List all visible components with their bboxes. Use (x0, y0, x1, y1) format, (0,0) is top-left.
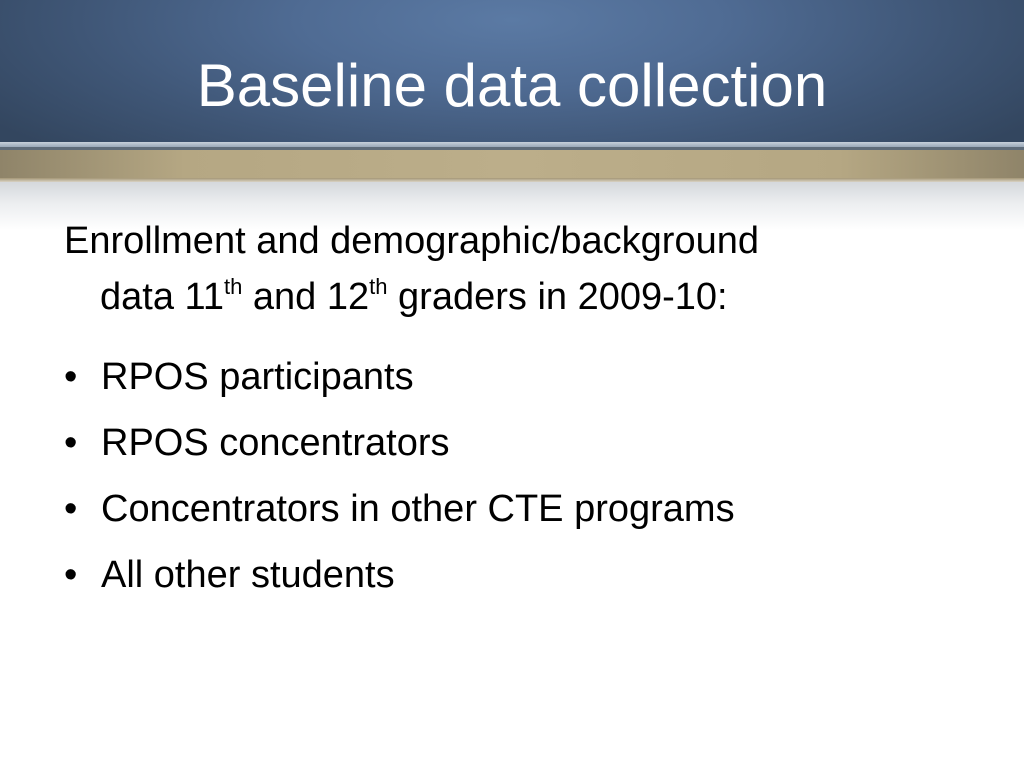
gold-stripe (0, 150, 1024, 178)
bullet-text: Concentrators in other CTE programs (101, 488, 735, 530)
intro-line-2 (64, 269, 964, 325)
slide-title: Baseline data collection (196, 52, 828, 119)
bullet-text: RPOS concentrators (101, 422, 450, 464)
ordinal-suffix-11: th (223, 274, 243, 299)
bullet-list (64, 350, 964, 614)
bullet-text: RPOS participants (101, 356, 414, 398)
bullet-item (64, 482, 964, 548)
bullet-icon: • (64, 422, 78, 464)
bullet-icon: • (64, 356, 78, 398)
intro-text-part-1: data 11 (100, 276, 224, 318)
bullet-item (64, 350, 964, 416)
bullet-icon: • (64, 554, 78, 596)
bullet-item (64, 416, 964, 482)
bullet-text: All other students (101, 554, 395, 596)
bullet-item (64, 548, 964, 614)
bullet-icon: • (64, 488, 78, 530)
intro-line-1: Enrollment and demographic/background (64, 220, 759, 262)
intro-text-part-3: graders in 2009-10: (387, 276, 728, 318)
intro-text-part-2: and 12 (242, 276, 370, 318)
ordinal-suffix-12: th (369, 274, 388, 299)
intro-paragraph (64, 213, 964, 325)
